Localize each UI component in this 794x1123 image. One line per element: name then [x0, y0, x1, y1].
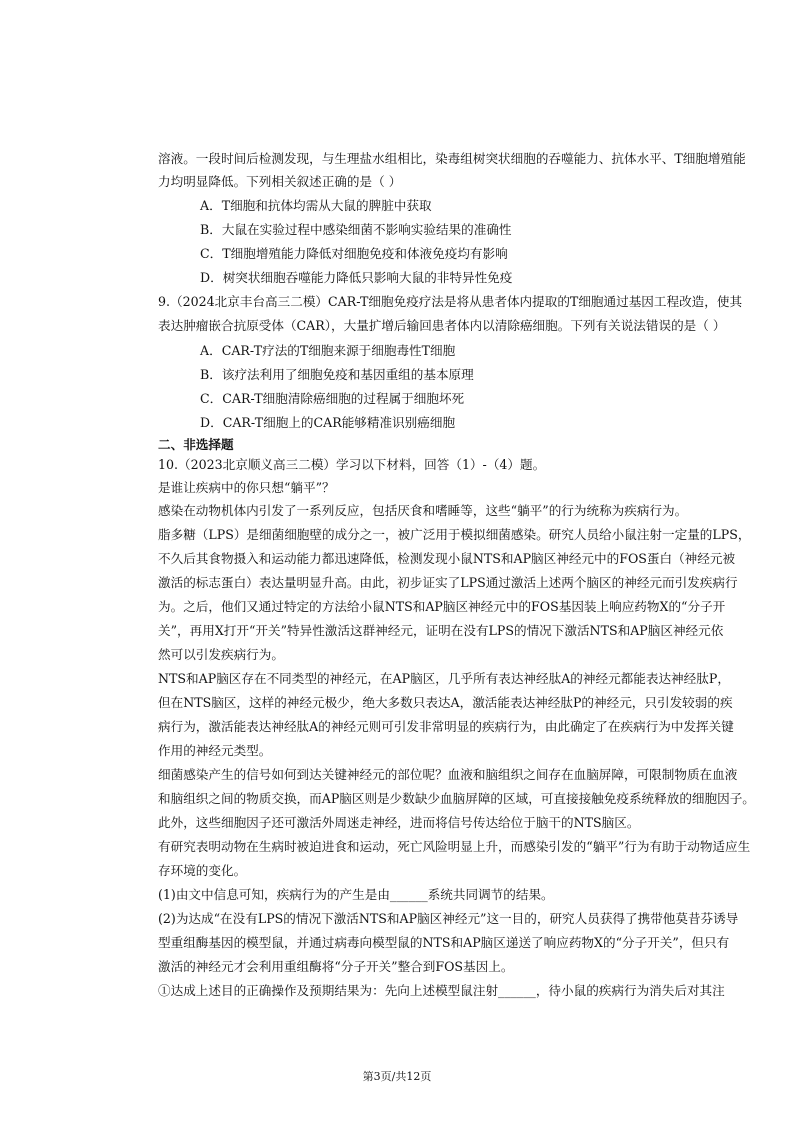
text-line-15: 是谁让疾病中的你只想“躺平”？ [158, 480, 335, 495]
text-line-1: 溶液。一段时间后检测发现，与生理盐水组相比，染毒组树突状细胞的吞噬能力、抗体水平、T细胞增殖能 [158, 151, 746, 166]
text-line-2: 力均明显降低。下列相关叙述正确的是（ ） [158, 174, 402, 189]
text-line-4: B．大鼠在实验过程中感染细菌不影响实验结果的准确性 [200, 222, 512, 237]
text-line-5: C．T细胞增殖能力降低对细胞免疫和体液免疫均有影响 [200, 246, 508, 261]
text-line-20: 为。之后，他们又通过特定的方法给小鼠NTS和AP脑区神经元中的FOS基因装上响应药物X的“分子开 [158, 599, 726, 614]
text-line-10: B．该疗法利用了细胞免疫和基因重组的基本原理 [200, 367, 474, 382]
text-line-11: C．CAR-T细胞清除癌细胞的过程属于细胞坏死 [200, 391, 465, 406]
text-line-34: 型重组酶基因的模型鼠，并通过病毒向模型鼠的NTS和AP脑区递送了响应药物X的“分子开关”，但只有 [158, 935, 730, 950]
text-line-17: 脂多糖（LPS）是细菌细胞壁的成分之一，被广泛用于模拟细菌感染。研究人员给小鼠注射一定量的LPS， [158, 527, 751, 542]
text-line-23: NTS和AP脑区存在不同类型的神经元，在AP脑区，几乎所有表达神经肽A的神经元都能表达神经肽P， [158, 671, 730, 686]
text-line-25: 病行为，激活能表达神经肽A的神经元则可引发非常明显的疾病行为，由此确定了在疾病行为中发挥关键 [158, 719, 734, 734]
page-footer: 第3页/共12页 [362, 1070, 432, 1083]
text-line-31: 存环境的变化。 [158, 863, 247, 878]
text-line-32: (1)由文中信息可知，疾病行为的产生是由______系统共同调节的结果。 [158, 887, 554, 902]
text-line-13: 二、非选择题 [158, 437, 234, 452]
text-line-16: 感染在动物机体内引发了一系列反应，包括厌食和嗜睡等，这些“躺平”的行为统称为疾病行为。 [158, 503, 688, 518]
text-line-33: (2)为达成“在没有LPS的情况下激活NTS和AP脑区神经元”这一目的，研究人员获得了携带他莫昔芬诱导 [158, 911, 739, 926]
text-line-3: A．T细胞和抗体均需从大鼠的脾脏中获取 [200, 198, 432, 213]
text-line-36: ①达成上述目的正确操作及预期结果为：先向上述模型鼠注射______，待小鼠的疾病行为消失后对其注 [158, 983, 725, 998]
text-line-12: D．CAR-T细胞上的CAR能够精准识别癌细胞 [200, 415, 456, 430]
text-line-26: 作用的神经元类型。 [158, 743, 272, 758]
text-line-29: 此外，这些细胞因子还可激活外周迷走神经，进而将信号传达给位于脑干的NTS脑区。 [158, 815, 640, 830]
text-line-21: 关”，再用X打开“开关”特异性激活这群神经元，证明在没有LPS的情况下激活NTS和AP脑区神经元依 [158, 623, 724, 638]
text-line-14: 10.（2023北京顺义高三二模）学习以下材料，回答（1）-（4）题。 [158, 457, 546, 472]
text-line-7: 9.（2024北京丰台高三二模）CAR-T细胞免疫疗法是将从患者体内提取的T细胞通过基因工程改造，使其 [158, 294, 743, 309]
text-line-30: 有研究表明动物在生病时被迫进食和运动，死亡风险明显上升，而感染引发的“躺平”行为有助于动物适应生 [158, 839, 751, 854]
text-line-18: 不久后其食物摄入和运动能力都迅速降低，检测发现小鼠NTS和AP脑区神经元中的FOS蛋白（神经元被 [158, 551, 736, 566]
text-line-9: A．CAR-T疗法的T细胞来源于细胞毒性T细胞 [200, 343, 456, 358]
text-line-22: 然可以引发疾病行为。 [158, 647, 284, 662]
text-line-35: 激活的神经元才会利用重组酶将“分子开关”整合到FOS基因上。 [158, 959, 514, 974]
text-line-27: 细菌感染产生的信号如何到达关键神经元的部位呢？血液和脑组织之间存在血脑屏障，可限制物质在血液 [158, 767, 738, 782]
text-line-8: 表达肿瘤嵌合抗原受体（CAR），大量扩增后输回患者体内以清除癌细胞。下列有关说法错误的是（ ） [158, 318, 726, 333]
text-line-6: D．树突状细胞吞噬能力降低只影响大鼠的非特异性免疫 [200, 270, 513, 285]
text-line-24: 但在NTS脑区，这样的神经元极少，绝大多数只表达A，激活能表达神经肽P的神经元，只引发较弱的疾 [158, 695, 733, 710]
text-line-19: 激活的标志蛋白）表达量明显升高。由此，初步证实了LPS通过激活上述两个脑区的神经元而引发疾病行 [158, 575, 738, 590]
text-line-28: 和脑组织之间的物质交换，而AP脑区则是少数缺少血脑屏障的区域，可直接接触免疫系统释放的细胞因子。 [158, 791, 755, 806]
